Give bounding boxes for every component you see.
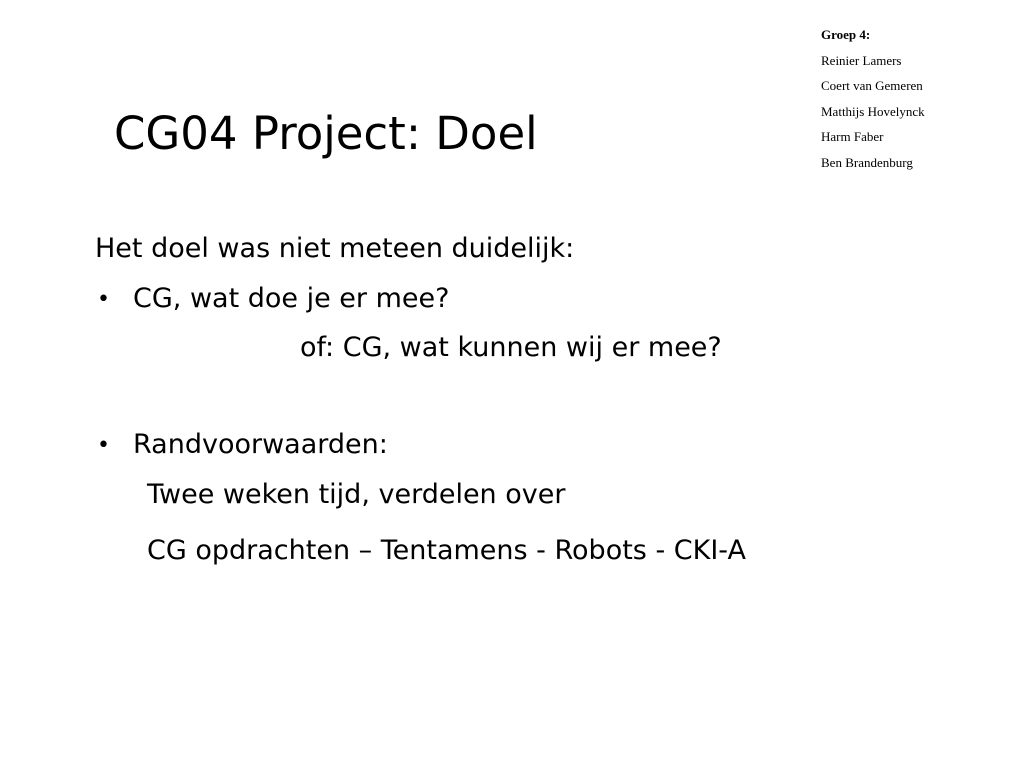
bullet-item: Randvoorwaarden:	[133, 429, 388, 460]
intro-text: Het doel was niet meteen duidelijk:	[95, 233, 575, 264]
bullet-marker: •	[97, 433, 110, 458]
team-member: Harm Faber	[821, 129, 884, 144]
bullet-item: CG, wat doe je er mee?	[133, 283, 450, 314]
team-list	[821, 22, 925, 175]
team-member: Ben Brandenburg	[821, 154, 913, 170]
team-member: Matthijs Hovelynck	[821, 103, 925, 119]
bullet-subline: Twee weken tijd, verdelen over	[147, 479, 566, 510]
team-member: Reinier Lamers	[821, 52, 902, 68]
team-heading: Groep 4:	[821, 27, 871, 42]
team-member: Coert van Gemeren	[821, 78, 923, 93]
bullet-subline: of: CG, wat kunnen wij er mee?	[300, 332, 722, 363]
slide-title: CG04 Project: Doel	[114, 107, 538, 160]
bullet-subline: CG opdrachten – Tentamens - Robots - CKI-A	[147, 535, 746, 566]
bullet-marker: •	[97, 287, 110, 312]
